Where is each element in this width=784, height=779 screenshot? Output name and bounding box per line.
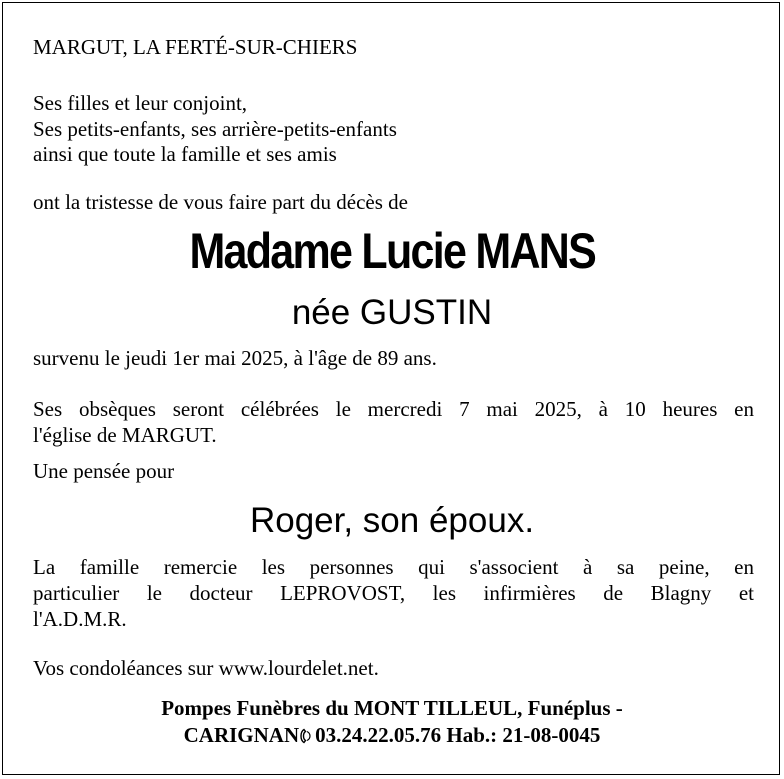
announcement-text: ont la tristesse de vous faire part du décès de [33, 190, 408, 214]
funeral-home-contact [3, 722, 781, 749]
thanks-line: La famille remercie les personnes qui s'associent à sa peine, en [33, 555, 754, 579]
family-line: Ses petits-enfants, ses arrière-petits-enfants [33, 117, 397, 141]
location-heading: MARGUT, LA FERTÉ-SUR-CHIERS [33, 35, 358, 59]
funeral-line: l'église de MARGUT. [33, 423, 217, 447]
funeral-home-city: CARIGNAN [183, 723, 300, 747]
deceased-name: Madame Lucie MANS [189, 223, 596, 279]
funeral-home-footer [3, 695, 781, 749]
thanks-paragraph [33, 554, 754, 632]
funeral-paragraph [33, 396, 754, 448]
thanks-line: particulier le docteur LEPROVOST, les infirmières de Blagny et [33, 581, 754, 605]
spouse-name: Roger, son époux. [249, 501, 535, 540]
phone-icon [300, 724, 314, 740]
thought-intro: Une pensée pour [33, 459, 175, 483]
death-info: survenu le jeudi 1er mai 2025, à l'âge de 89 ans. [33, 346, 437, 370]
obituary-notice [2, 2, 780, 775]
thanks-line: l'A.D.M.R. [33, 607, 127, 631]
funeral-home-name: Pompes Funèbres du MONT TILLEUL, Funéplus - [161, 696, 623, 720]
funeral-home-phone: 03.24.22.05.76 [315, 723, 442, 747]
funeral-home-habilitation: Hab.: 21-08-0045 [446, 723, 601, 747]
funeral-line: Ses obsèques seront célébrées le mercredi 7 mai 2025, à 10 heures en [33, 397, 754, 421]
condolences-text: Vos condoléances sur www.lourdelet.net. [33, 656, 379, 680]
maiden-name: née GUSTIN [291, 293, 493, 332]
family-line: ainsi que toute la famille et ses amis [33, 142, 337, 166]
family-line: Ses filles et leur conjoint, [33, 91, 248, 115]
